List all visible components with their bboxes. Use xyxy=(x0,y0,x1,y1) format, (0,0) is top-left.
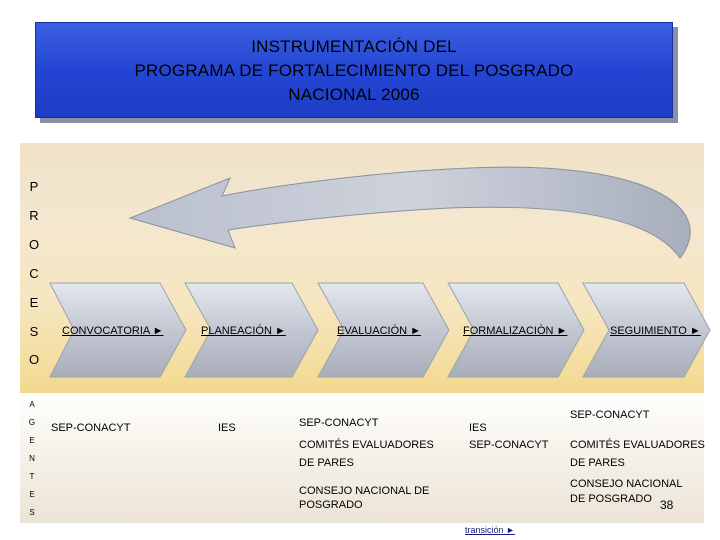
agent-letter-s: S xyxy=(29,508,35,517)
step-seguimiento[interactable]: SEGUIMIENTO ► xyxy=(610,325,701,337)
agent-letter-e2: E xyxy=(29,490,35,499)
side-letter-s: S xyxy=(29,324,39,339)
agent-seguimiento-0: SEP-CONACYT xyxy=(570,409,650,421)
agent-evaluacion-3: CONSEJO NACIONAL DE xyxy=(299,485,430,497)
side-letter-o2: O xyxy=(28,352,40,367)
agent-letter-g: G xyxy=(28,418,36,427)
agent-letter-e: E xyxy=(29,436,35,445)
agent-letter-n: N xyxy=(29,454,35,463)
title-line-2: PROGRAMA DE FORTALECIMIENTO DEL POSGRADO xyxy=(134,61,574,80)
transition-link[interactable]: transición ► xyxy=(465,525,515,535)
agent-evaluacion-2: DE PARES xyxy=(299,457,354,469)
step-planeacion[interactable]: PLANEACIÓN ► xyxy=(201,325,286,337)
side-letter-r: R xyxy=(29,208,39,223)
agent-seguimiento-2: DE PARES xyxy=(570,457,625,469)
agent-planeacion-0: IES xyxy=(218,422,236,434)
agent-convocatoria-0: SEP-CONACYT xyxy=(51,422,131,434)
step-convocatoria[interactable]: CONVOCATORIA ► xyxy=(62,325,164,337)
agent-formalizacion-1: SEP-CONACYT xyxy=(469,439,549,451)
title-line-1: INSTRUMENTACIÓN DEL xyxy=(251,37,457,56)
return-arrow-icon xyxy=(130,167,690,258)
agent-evaluacion-4: POSGRADO xyxy=(299,499,363,511)
step-evaluacion[interactable]: EVALUACIÓN ► xyxy=(337,325,422,337)
side-letter-c: C xyxy=(29,266,39,281)
agent-seguimiento-3: CONSEJO NACIONAL xyxy=(570,478,683,490)
agent-letter-a: A xyxy=(29,400,35,409)
agent-seguimiento-4: DE POSGRADO xyxy=(570,493,652,505)
title-line-3: NACIONAL 2006 xyxy=(288,85,420,104)
agent-evaluacion-1: COMITÉS EVALUADORES xyxy=(299,439,434,451)
side-letter-e: E xyxy=(29,295,39,310)
agent-seguimiento-1: COMITÉS EVALUADORES xyxy=(570,439,705,451)
side-letter-p: P xyxy=(29,179,39,194)
side-letter-o: O xyxy=(28,237,40,252)
page-number: 38 xyxy=(660,498,674,512)
agent-evaluacion-0: SEP-CONACYT xyxy=(299,417,379,429)
step-formalizacion[interactable]: FORMALIZACIÒN ► xyxy=(463,325,568,337)
agent-formalizacion-0: IES xyxy=(469,422,487,434)
agent-letter-t: T xyxy=(29,472,35,481)
